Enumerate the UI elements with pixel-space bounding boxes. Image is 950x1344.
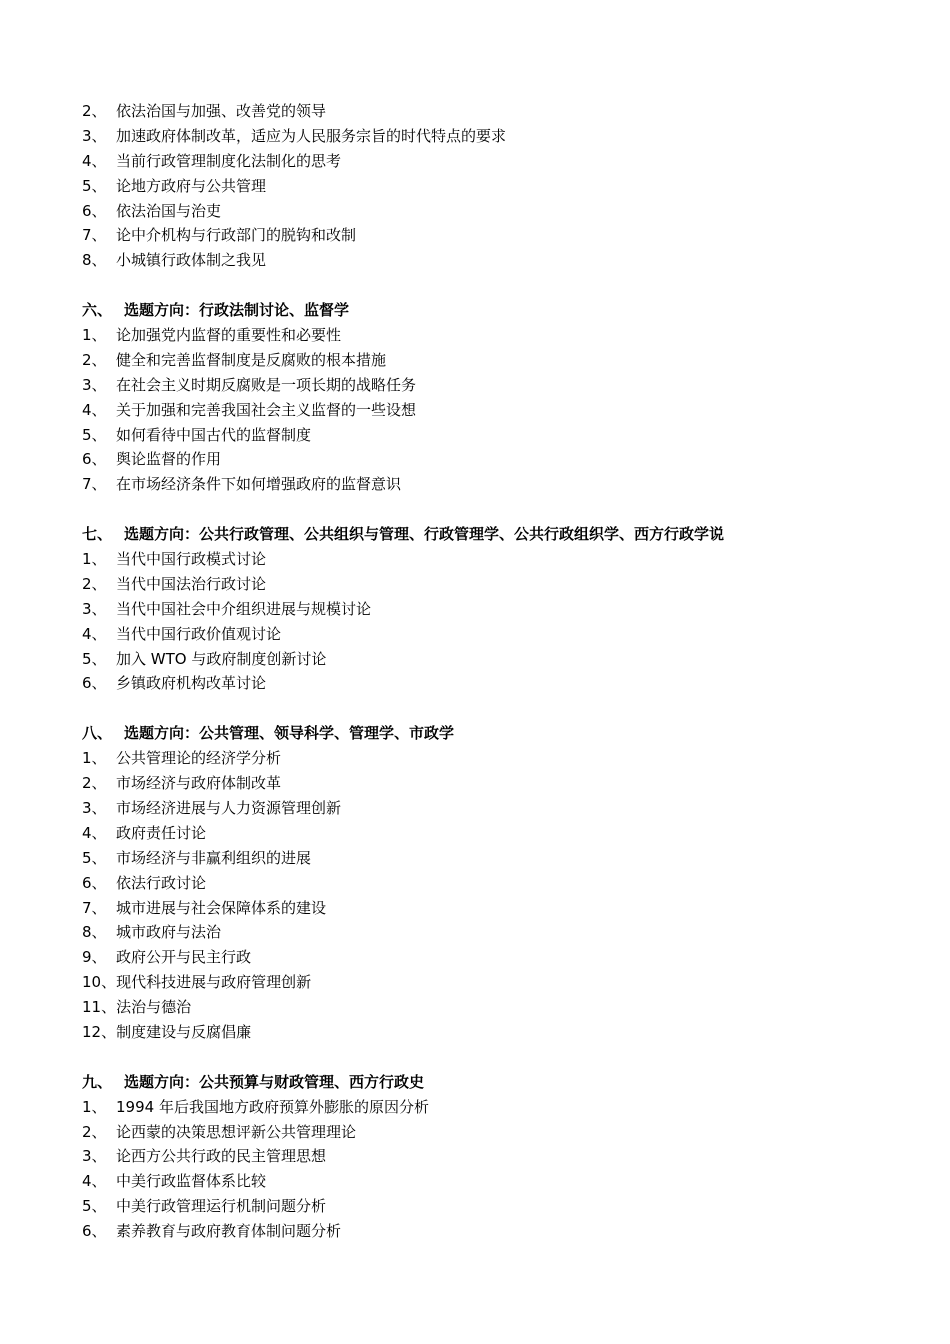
list-item xyxy=(82,970,922,995)
list-item xyxy=(82,1095,922,1120)
item-number: 1、 xyxy=(82,1097,107,1116)
item-text: 当代中国法治行政讨论 xyxy=(116,574,267,593)
list-item xyxy=(82,472,922,497)
section-number: 七、 xyxy=(82,525,113,544)
item-number: 12、 xyxy=(82,1022,117,1041)
item-number: 2、 xyxy=(82,102,107,120)
list-item xyxy=(82,597,922,622)
list-item xyxy=(82,174,922,199)
document-page xyxy=(82,99,922,1244)
list-item xyxy=(82,423,922,448)
list-item xyxy=(82,945,922,970)
item-number: 7、 xyxy=(82,898,107,917)
item-text: 制度建设与反腐倡廉 xyxy=(116,1022,252,1041)
item-number: 3、 xyxy=(82,126,107,145)
list-item xyxy=(82,1144,922,1169)
spacer xyxy=(82,1045,922,1070)
item-text: 中美行政监督体系比较 xyxy=(116,1172,267,1191)
item-number: 7、 xyxy=(82,226,107,245)
list-item xyxy=(82,398,922,423)
list-item xyxy=(82,771,922,796)
item-number: 10、 xyxy=(82,973,117,992)
section-7 xyxy=(82,522,922,696)
item-text: 舆论监督的作用 xyxy=(116,450,222,469)
list-item xyxy=(82,896,922,921)
item-text: 中美行政管理运行机制问题分析 xyxy=(116,1197,327,1216)
section-heading xyxy=(82,721,922,746)
item-number: 3、 xyxy=(82,1147,107,1166)
item-text: 论加强党内监督的重要性和必要性 xyxy=(116,326,342,345)
item-number: 6、 xyxy=(82,674,107,693)
list-item xyxy=(82,199,922,224)
item-number: 1、 xyxy=(82,326,107,345)
item-text: 素养教育与政府教育体制问题分析 xyxy=(116,1222,342,1241)
item-number: 1、 xyxy=(82,749,107,768)
item-number: 7、 xyxy=(82,475,107,494)
item-number: 5、 xyxy=(82,425,107,444)
item-number: 4、 xyxy=(82,1172,107,1191)
list-item xyxy=(82,223,922,248)
item-text: 当前行政管理制度化法制化的思考 xyxy=(116,151,342,170)
item-number: 11、 xyxy=(82,998,117,1017)
item-text: 市场经济与政府体制改革 xyxy=(116,774,282,793)
item-number: 4、 xyxy=(82,624,107,643)
list-item xyxy=(82,821,922,846)
item-text: 城市政府与法治 xyxy=(116,923,222,942)
list-item xyxy=(82,622,922,647)
item-text: 在社会主义时期反腐败是一项长期的战略任务 xyxy=(116,375,417,394)
item-number: 4、 xyxy=(82,823,107,842)
list-item xyxy=(82,846,922,871)
section-6 xyxy=(82,298,922,497)
list-item xyxy=(82,871,922,896)
item-number: 8、 xyxy=(82,923,107,942)
item-text: 当代中国社会中介组织进展与规模讨论 xyxy=(116,599,372,618)
list-item xyxy=(82,920,922,945)
section-heading xyxy=(82,298,922,323)
item-number: 2、 xyxy=(82,774,107,793)
section-title: 选题方向：公共预算与财政管理、西方行政史 xyxy=(124,1072,425,1091)
list-item xyxy=(82,671,922,696)
section-title: 选题方向：公共管理、领导科学、管理学、市政学 xyxy=(124,724,455,743)
continued-topic-list xyxy=(82,99,922,273)
item-text: 论地方政府与公共管理 xyxy=(116,176,267,195)
list-item xyxy=(82,746,922,771)
list-item xyxy=(82,447,922,472)
item-text: 关于加强和完善我国社会主义监督的一些设想 xyxy=(116,400,417,419)
section-heading xyxy=(82,522,922,547)
item-text: 依法治国与加强、改善党的领导 xyxy=(116,102,327,120)
section-heading xyxy=(82,1070,922,1095)
list-item xyxy=(82,547,922,572)
section-number: 八、 xyxy=(82,724,113,743)
item-text: 城市进展与社会保障体系的建设 xyxy=(116,898,327,917)
list-item xyxy=(82,373,922,398)
item-number: 5、 xyxy=(82,1197,107,1216)
list-item xyxy=(82,796,922,821)
list-item xyxy=(82,348,922,373)
spacer xyxy=(82,497,922,522)
item-number: 4、 xyxy=(82,400,107,419)
list-item xyxy=(82,1169,922,1194)
item-text: 乡镇政府机构改革讨论 xyxy=(116,674,267,693)
list-item xyxy=(82,1194,922,1219)
item-number: 3、 xyxy=(82,599,107,618)
list-item xyxy=(82,323,922,348)
item-text: 现代科技进展与政府管理创新 xyxy=(116,973,312,992)
item-text: 法治与德治 xyxy=(116,998,192,1017)
item-number: 8、 xyxy=(82,251,107,270)
section-number: 九、 xyxy=(82,1072,113,1091)
item-number: 2、 xyxy=(82,350,107,369)
list-item xyxy=(82,124,922,149)
item-text: 小城镇行政体制之我见 xyxy=(116,251,267,270)
item-text: 依法行政讨论 xyxy=(116,873,207,892)
item-number: 1、 xyxy=(82,550,107,569)
item-text: 政府公开与民主行政 xyxy=(116,948,252,967)
spacer xyxy=(82,696,922,721)
section-title: 选题方向：行政法制讨论、监督学 xyxy=(124,301,350,320)
item-text: 1994 年后我国地方政府预算外膨胀的原因分析 xyxy=(116,1097,429,1116)
list-item xyxy=(82,647,922,672)
item-text: 当代中国行政模式讨论 xyxy=(116,550,267,569)
item-number: 2、 xyxy=(82,1122,107,1141)
item-text: 加入 WTO 与政府制度创新讨论 xyxy=(116,649,327,668)
item-number: 6、 xyxy=(82,450,107,469)
item-number: 3、 xyxy=(82,375,107,394)
item-number: 6、 xyxy=(82,873,107,892)
section-8 xyxy=(82,721,922,1045)
item-text: 当代中国行政价值观讨论 xyxy=(116,624,282,643)
section-number: 六、 xyxy=(82,301,113,320)
spacer xyxy=(82,273,922,298)
item-number: 5、 xyxy=(82,848,107,867)
list-item xyxy=(82,1020,922,1045)
section-title: 选题方向：公共行政管理、公共组织与管理、行政管理学、公共行政组织学、西方行政学说 xyxy=(124,525,725,544)
list-item xyxy=(82,1219,922,1244)
list-item xyxy=(82,995,922,1020)
list-item xyxy=(82,572,922,597)
item-text: 论中介机构与行政部门的脱钩和改制 xyxy=(116,226,357,245)
item-text: 依法治国与治吏 xyxy=(116,201,222,220)
item-number: 6、 xyxy=(82,1222,107,1241)
item-number: 5、 xyxy=(82,649,107,668)
list-item xyxy=(82,248,922,273)
item-text: 市场经济进展与人力资源管理创新 xyxy=(116,798,342,817)
item-text: 如何看待中国古代的监督制度 xyxy=(116,425,312,444)
item-number: 3、 xyxy=(82,798,107,817)
item-number: 9、 xyxy=(82,948,107,967)
item-text: 论西蒙的决策思想评新公共管理理论 xyxy=(116,1122,357,1141)
item-number: 2、 xyxy=(82,574,107,593)
item-text: 政府责任讨论 xyxy=(116,823,207,842)
item-text: 加速政府体制改革，适应为人民服务宗旨的时代特点的要求 xyxy=(116,126,507,145)
item-number: 6、 xyxy=(82,201,107,220)
item-text: 在市场经济条件下如何增强政府的监督意识 xyxy=(116,475,402,494)
item-number: 4、 xyxy=(82,151,107,170)
item-number: 5、 xyxy=(82,176,107,195)
list-item xyxy=(82,99,922,124)
item-text: 市场经济与非赢利组织的进展 xyxy=(116,848,312,867)
item-text: 论西方公共行政的民主管理思想 xyxy=(116,1147,327,1166)
section-9 xyxy=(82,1070,922,1244)
list-item xyxy=(82,1120,922,1145)
item-text: 公共管理论的经济学分析 xyxy=(116,749,282,768)
list-item xyxy=(82,149,922,174)
item-text: 健全和完善监督制度是反腐败的根本措施 xyxy=(116,350,387,369)
